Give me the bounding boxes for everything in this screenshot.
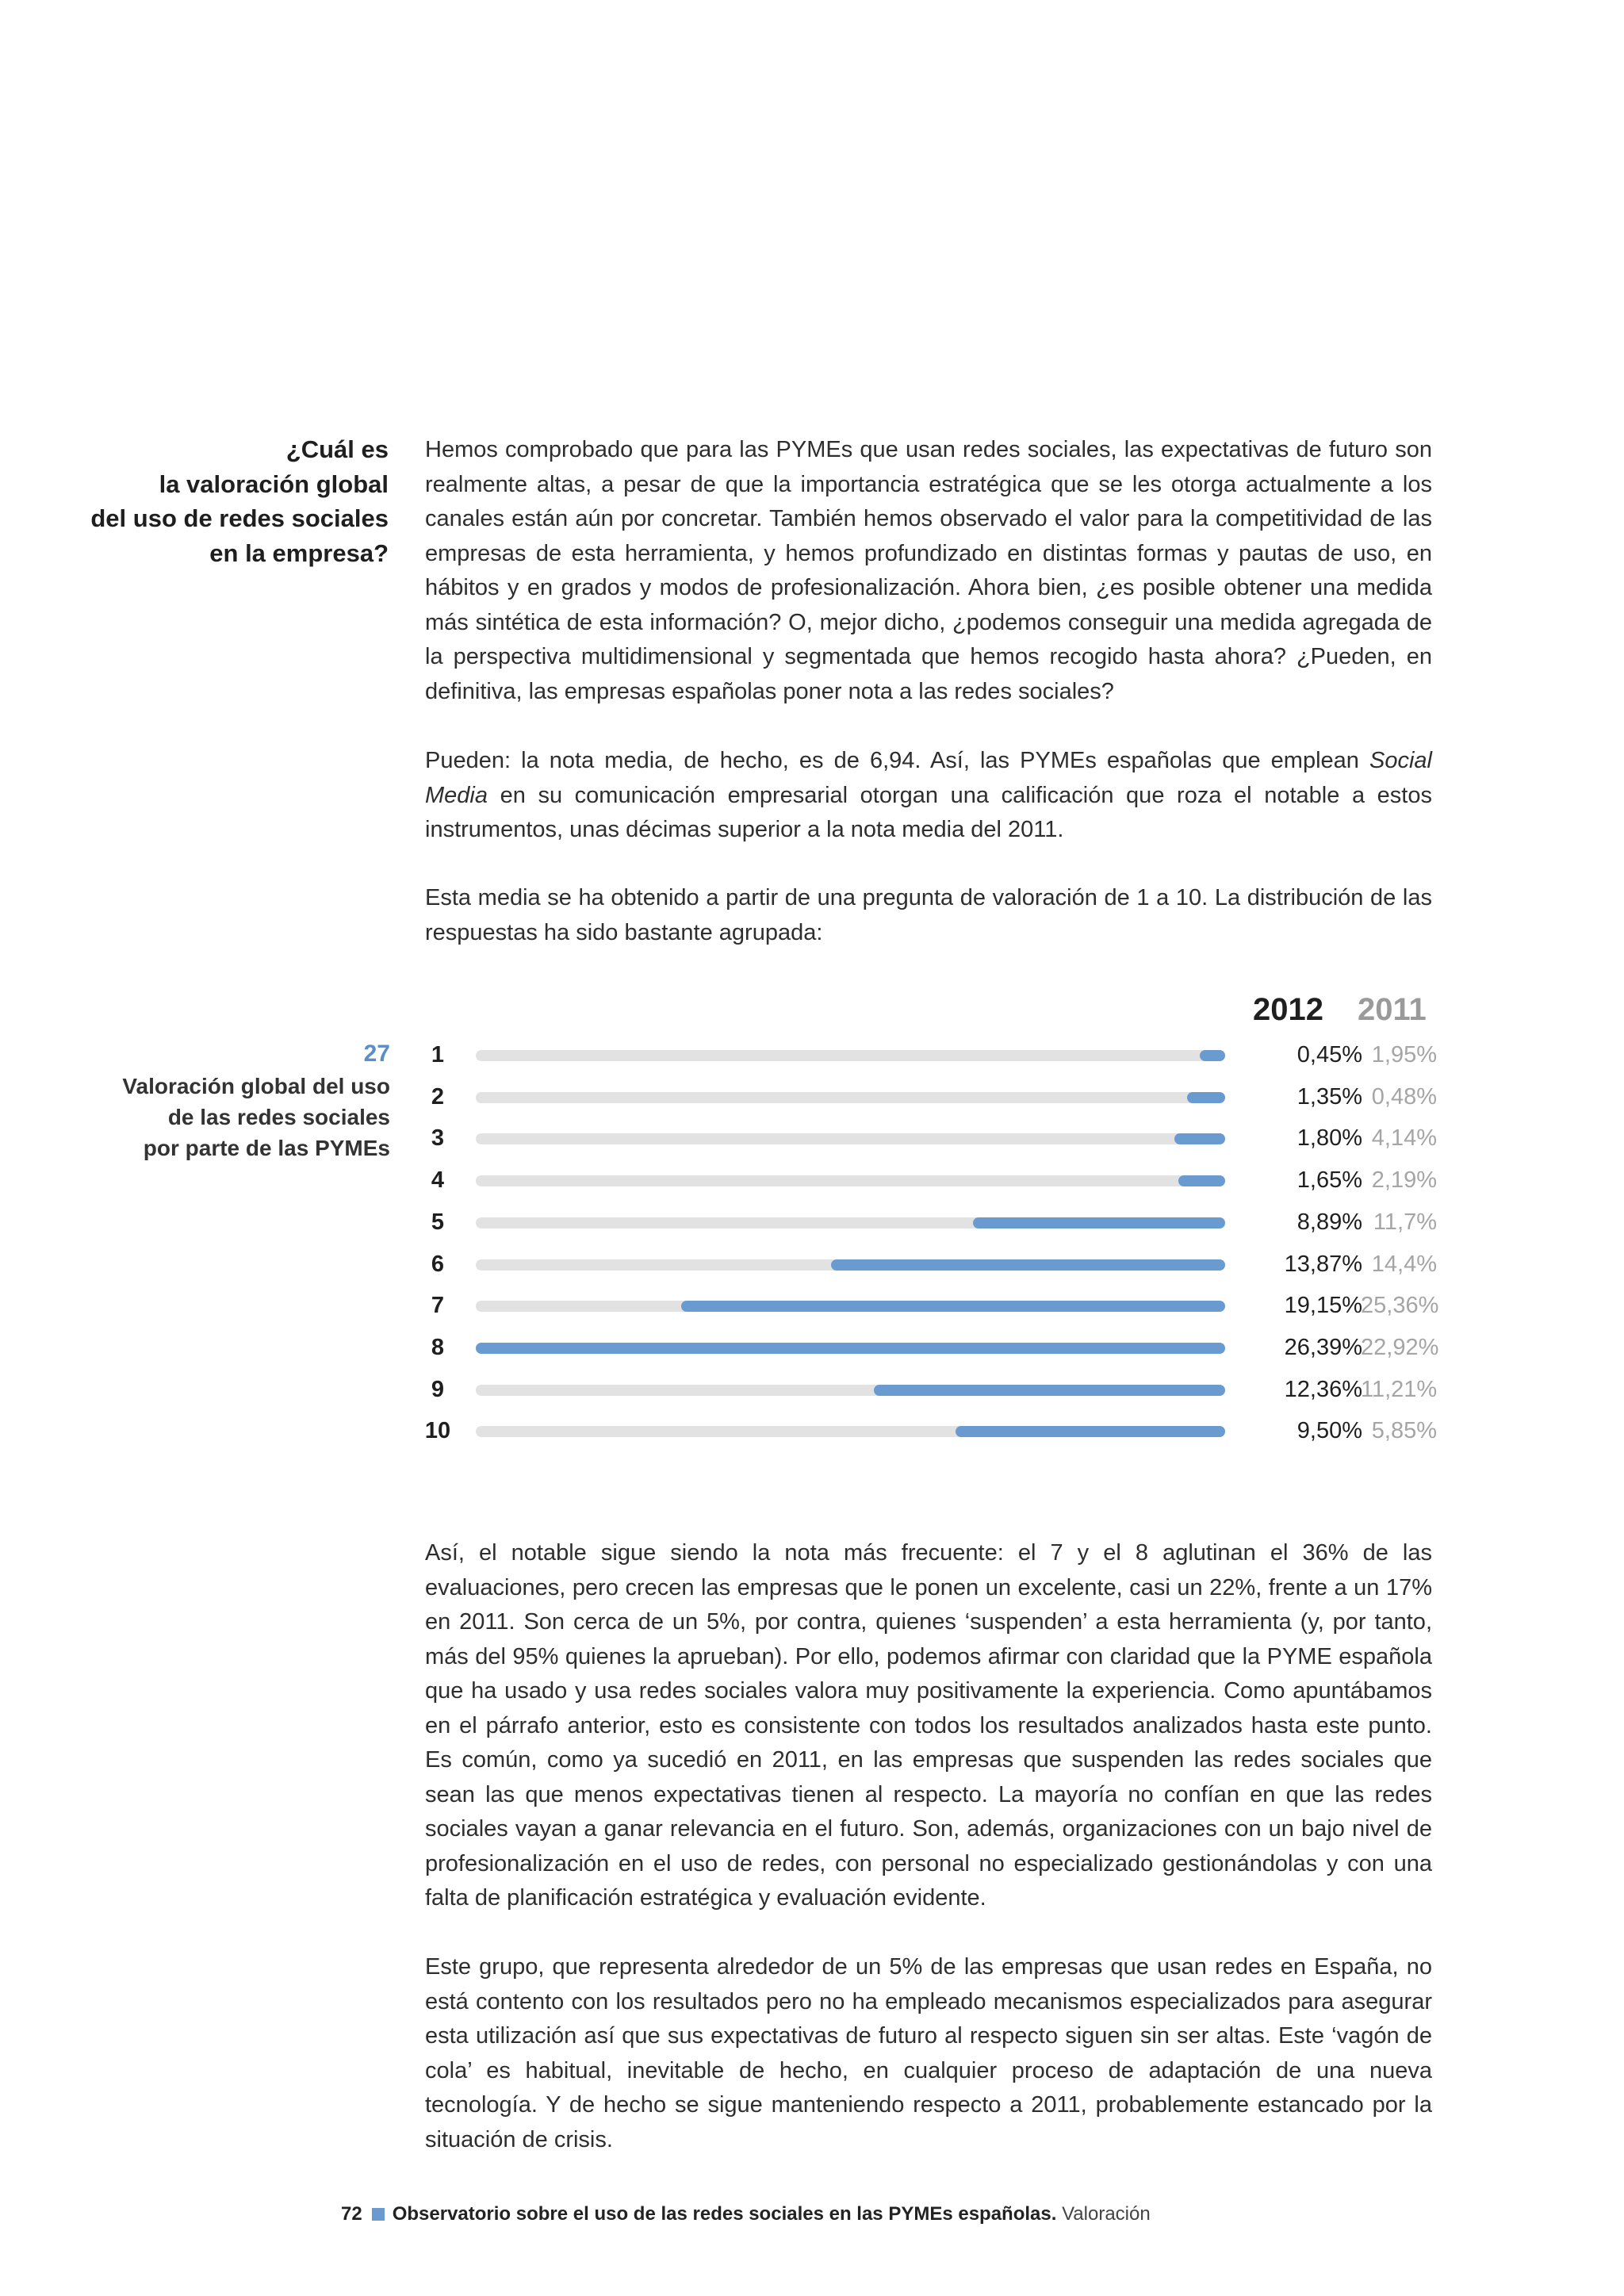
- bar-2012: [973, 1217, 1225, 1228]
- figure-caption-line: Valoración global del uso: [122, 1074, 390, 1098]
- analysis-paragraph: Así, el notable sigue siendo la nota más frecuente: el 7 y el 8 aglutinan el 36% de las evaluaciones, pero crecen las empresas que le ponen un excelente, casi un 22%, frente a un 17% en 2011. Son cerca de un 5%, por contra, quienes ‘suspenden’ a esta herramienta (y, por tanto, más del 95% quienes la aprueban). Por ello, podemos afirmar con claridad que la PYME española que ha usado y usa redes sociales valora muy positivamente la experiencia. Como apuntábamos en el párrafo anterior, esto es consistente con todos los resultados analizados hasta este punto. Es común, como ya sucedió en 2011, en las empresas que suspenden las redes sociales que sean las que menos expectativas tienen al respecto. La mayoría no confían en que las redes sociales vayan a ganar relevancia en el futuro. Son, además, organizaciones con un bajo nivel de profesionalización en el uso de redes, con personal no especializado gestionándolas y con una falta de planificación estratégica y evaluación evidente.: [425, 1540, 1432, 1911]
- bar-track: [476, 1092, 1225, 1103]
- bar-2012: [1187, 1092, 1225, 1103]
- side-heading: [32, 432, 389, 570]
- value-label-2012: 26,39%: [1284, 1334, 1362, 1360]
- category-label: 3: [431, 1125, 445, 1152]
- chart-row: [420, 1163, 1435, 1198]
- category-label: 5: [431, 1209, 445, 1235]
- chart-row: [420, 1079, 1435, 1114]
- bar-2012: [1178, 1175, 1225, 1186]
- side-heading-line: ¿Cuál es: [285, 435, 389, 463]
- value-label-2012: 8,89%: [1297, 1209, 1362, 1235]
- legend-2011: 2011: [1358, 992, 1427, 1027]
- distribution-intro-paragraph: Esta media se ha obtenido a partir de una pregunta de valoración de 1 a 10. La distribución de las respuestas ha sido bastante agrupada:: [425, 885, 1432, 945]
- bar-2012: [874, 1385, 1225, 1396]
- chart-row: [420, 1205, 1435, 1240]
- category-label: 2: [431, 1083, 445, 1110]
- bar-track: [476, 1426, 1225, 1437]
- value-label-2011: 25,36%: [1361, 1293, 1439, 1319]
- value-label-2012: 13,87%: [1284, 1251, 1362, 1277]
- side-heading-line: del uso de redes sociales: [90, 504, 389, 532]
- figure-number: 27: [363, 1041, 390, 1067]
- value-label-2011: 0,48%: [1371, 1083, 1437, 1110]
- value-label-2012: 1,80%: [1297, 1125, 1362, 1152]
- value-label-2011: 14,4%: [1371, 1251, 1437, 1277]
- value-label-2012: 0,45%: [1297, 1042, 1362, 1068]
- bar-track: [476, 1385, 1225, 1396]
- value-label-2012: 19,15%: [1284, 1293, 1362, 1319]
- value-label-2012: 12,36%: [1284, 1376, 1362, 1402]
- bar-track: [476, 1259, 1225, 1271]
- category-label: 8: [431, 1334, 445, 1360]
- paragraph-text: en su comunicación empresarial otorgan una calificación que roza el notable a estos instrumentos, unas décimas superior a la nota media del 2011.: [425, 782, 1432, 842]
- bar-track: [476, 1133, 1225, 1144]
- average-score-paragraph: [425, 744, 1432, 848]
- publication-title: Observatorio sobre el uso de las redes sociales en las PYMEs españolas.: [392, 2203, 1057, 2225]
- side-heading-line: en la empresa?: [209, 539, 389, 567]
- bar-track: [476, 1343, 1225, 1354]
- value-label-2011: 22,92%: [1361, 1334, 1439, 1360]
- chart-row: [420, 1121, 1435, 1156]
- emphasis-text: Social Media: [425, 748, 1432, 808]
- value-label-2012: 1,65%: [1297, 1167, 1362, 1194]
- value-label-2011: 1,95%: [1371, 1042, 1437, 1068]
- chart-row: [420, 1247, 1435, 1282]
- chart-row: [420, 1330, 1439, 1365]
- bar-2012: [681, 1301, 1225, 1312]
- legend-2012: 2012: [1253, 992, 1323, 1027]
- value-label-2011: 11,7%: [1373, 1209, 1437, 1235]
- page-number: 72: [341, 2203, 362, 2225]
- paragraph-text: Pueden: la nota media, de hecho, es de 6,94. Así, las PYMEs españolas que emplean: [425, 748, 1369, 773]
- page-footer: [341, 2202, 1151, 2227]
- chart-row: [420, 1288, 1439, 1323]
- chart-row: [420, 1037, 1435, 1072]
- value-label-2012: 1,35%: [1297, 1083, 1362, 1110]
- square-bullet-icon: [372, 2208, 385, 2221]
- value-label-2011: 4,14%: [1371, 1125, 1437, 1152]
- side-heading-line: la valoración global: [159, 470, 389, 498]
- bar-2012: [1200, 1050, 1225, 1061]
- figure-caption: [48, 1071, 390, 1163]
- category-label: 6: [431, 1251, 445, 1277]
- chart-row: [420, 1372, 1438, 1407]
- conclusion-paragraph: Este grupo, que representa alrededor de un 5% de las empresas que usan redes en España, no está contento con los resultados pero no ha empleado mecanismos especializados para asegurar esta utilización así que sus expectativas de futuro al respecto siguen sin ser altas. Este ‘vagón de cola’ es habitual, inevitable de hecho, en cualquier proceso de adaptación de una nueva tecnología. Y de hecho se sigue manteniendo respecto a 2011, probablemente estancado por la situación de crisis.: [425, 1954, 1432, 2152]
- value-label-2011: 11,21%: [1361, 1376, 1438, 1402]
- bar-track: [476, 1050, 1225, 1061]
- bar-2012: [831, 1259, 1225, 1271]
- bar-2012: [476, 1343, 1225, 1354]
- value-label-2011: 2,19%: [1371, 1167, 1437, 1194]
- bar-track: [476, 1175, 1225, 1186]
- category-label: 1: [431, 1042, 445, 1068]
- bar-track: [476, 1301, 1225, 1312]
- value-label-2011: 5,85%: [1371, 1418, 1437, 1444]
- bar-2012: [1174, 1133, 1225, 1144]
- intro-paragraph: Hemos comprobado que para las PYMEs que usan redes sociales, las expectativas de futuro son realmente altas, a pesar de que la importancia estratégica que se les otorga actualmente a los canales están aún por concretar. También hemos observado el valor para la competitividad de las empresas de esta herramienta, y hemos profundizado en distintas formas y pautas de uso, en hábitos y en grados y modos de profesionalización. Ahora bien, ¿es posible obtener una medida más sintética de esta información? O, mejor dicho, ¿podemos conseguir una medida agregada de la perspectiva multidimensional y segmentada que hemos recogido hasta ahora? ¿Pueden, en definitiva, las empresas españolas poner nota a las redes sociales?: [425, 437, 1432, 704]
- bar-2012: [956, 1426, 1225, 1437]
- value-label-2012: 9,50%: [1297, 1418, 1362, 1444]
- figure-caption-line: de las redes sociales: [167, 1105, 390, 1129]
- category-label: 4: [431, 1167, 445, 1194]
- section-name: Valoración: [1062, 2203, 1151, 2225]
- chart-row: [420, 1413, 1435, 1448]
- bar-track: [476, 1217, 1225, 1228]
- category-label: 7: [431, 1293, 445, 1319]
- category-label: 9: [431, 1376, 445, 1402]
- category-label: 10: [424, 1418, 451, 1444]
- figure-caption-line: por parte de las PYMEs: [143, 1136, 390, 1160]
